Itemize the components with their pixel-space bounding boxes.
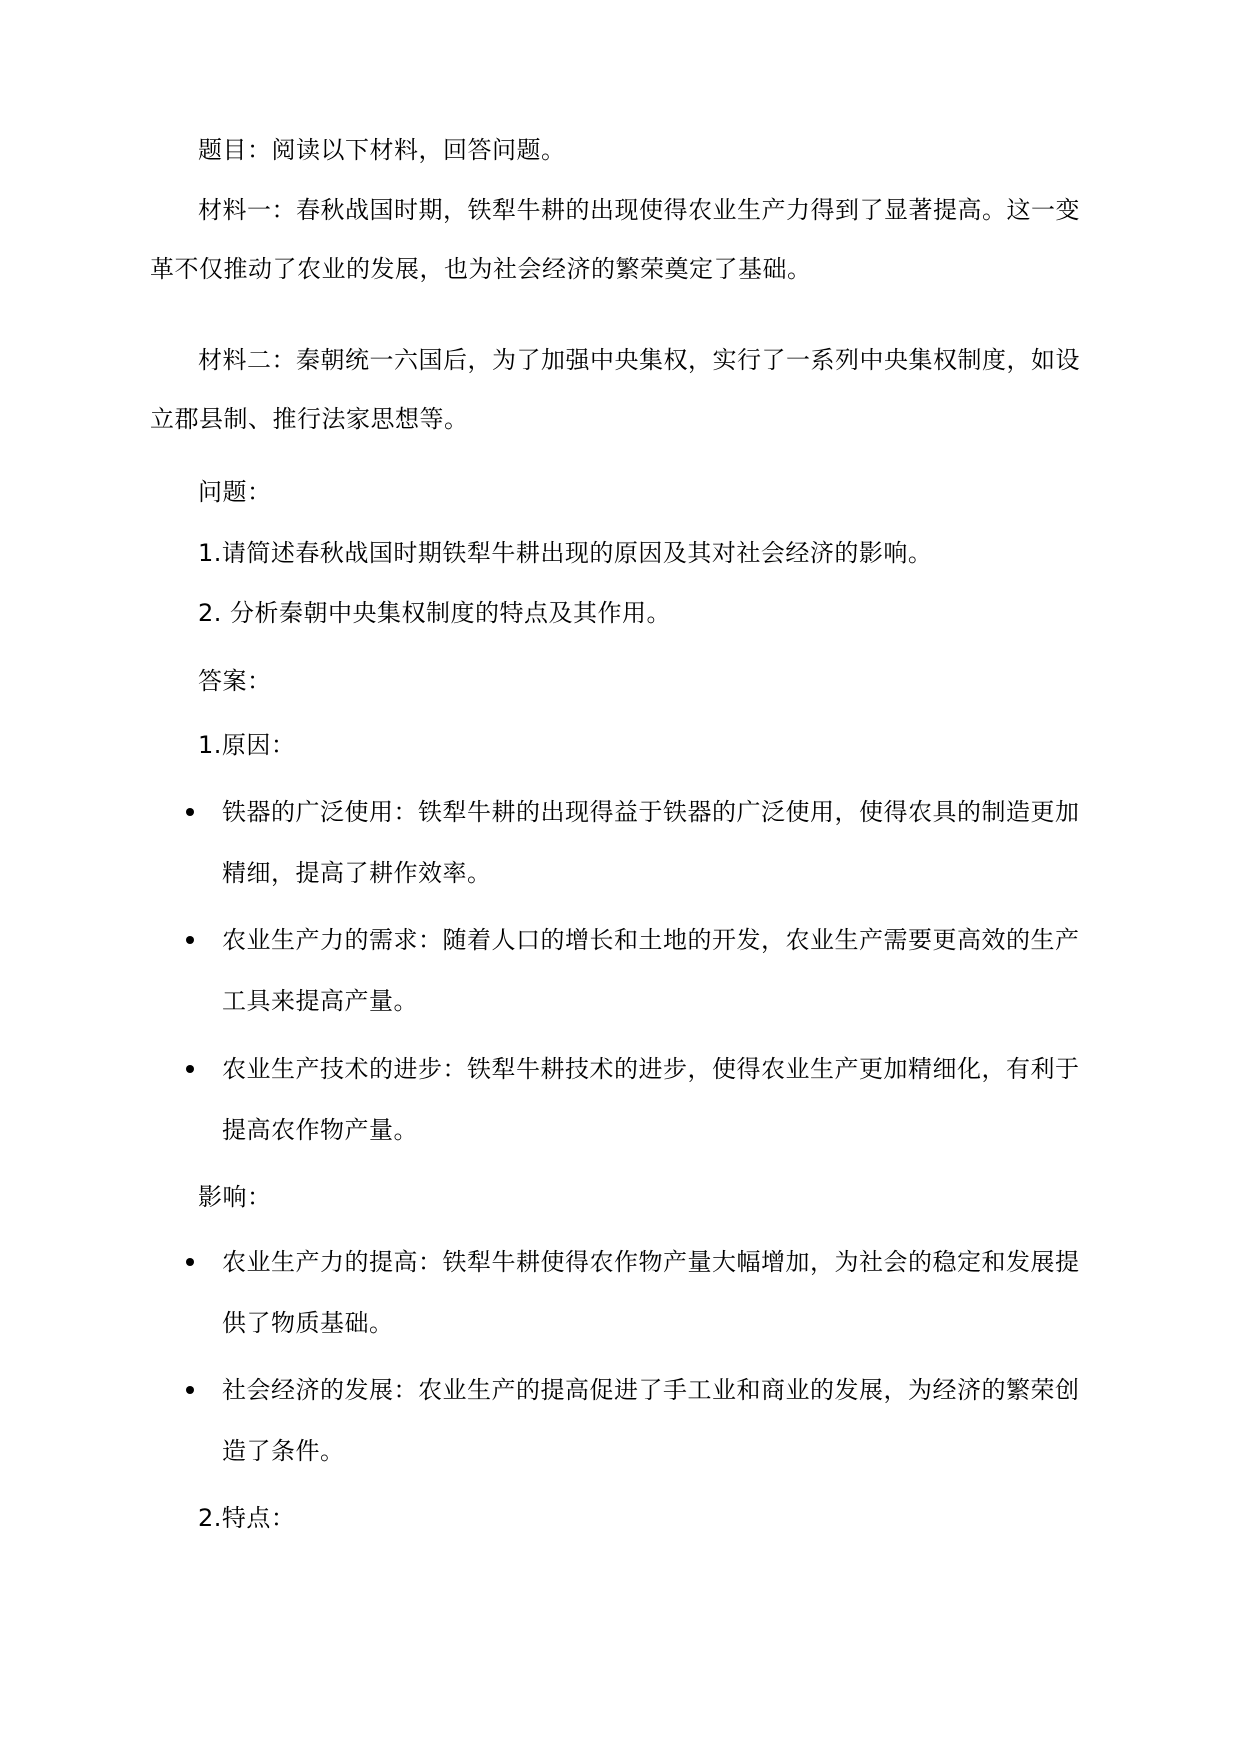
material-two-line-2: 立郡县制、推行法家思想等。 [150, 405, 469, 433]
material-one-line-2: 革不仅推动了农业的发展，也为社会经济的繁荣奠定了基础。 [150, 255, 812, 283]
reason-three-line-2: 提高农作物产量。 [222, 1116, 418, 1144]
material-one-line-1: 材料一：春秋战国时期，铁犁牛耕的出现使得农业生产力得到了显著提高。这一变 [198, 196, 1080, 224]
question-two: 2. 分析秦朝中央集权制度的特点及其作用。 [198, 599, 672, 627]
reason-three-line-1: 农业生产技术的进步：铁犁牛耕技术的进步，使得农业生产更加精细化，有利于 [222, 1055, 1080, 1083]
question-title: 题目：阅读以下材料，回答问题。 [198, 136, 566, 164]
features-label: 2.特点： [198, 1504, 296, 1532]
impact-one-line-2: 供了物质基础。 [222, 1309, 394, 1337]
bullet-icon [186, 1065, 194, 1073]
reason-one-line-1: 铁器的广泛使用：铁犁牛耕的出现得益于铁器的广泛使用，使得农具的制造更加 [222, 798, 1080, 826]
impact-one-line-1: 农业生产力的提高：铁犁牛耕使得农作物产量大幅增加，为社会的稳定和发展提 [222, 1248, 1080, 1276]
reason-two-line-2: 工具来提高产量。 [222, 987, 418, 1015]
bullet-icon [186, 1386, 194, 1394]
reasons-label: 1.原因： [198, 731, 296, 759]
bullet-icon [186, 808, 194, 816]
impact-label: 影响： [198, 1183, 272, 1211]
reason-one-line-2: 精细，提高了耕作效率。 [222, 859, 492, 887]
questions-label: 问题： [198, 478, 272, 506]
bullet-icon [186, 1258, 194, 1266]
reason-two-line-1: 农业生产力的需求：随着人口的增长和土地的开发，农业生产需要更高效的生产 [222, 926, 1080, 954]
question-one: 1.请简述春秋战国时期铁犁牛耕出现的原因及其对社会经济的影响。 [198, 539, 933, 567]
answer-label: 答案： [198, 667, 272, 695]
impact-two-line-1: 社会经济的发展：农业生产的提高促进了手工业和商业的发展，为经济的繁荣创 [222, 1376, 1080, 1404]
bullet-icon [186, 936, 194, 944]
impact-two-line-2: 造了条件。 [222, 1437, 345, 1465]
material-two-line-1: 材料二：秦朝统一六国后，为了加强中央集权，实行了一系列中央集权制度，如设 [198, 346, 1080, 374]
